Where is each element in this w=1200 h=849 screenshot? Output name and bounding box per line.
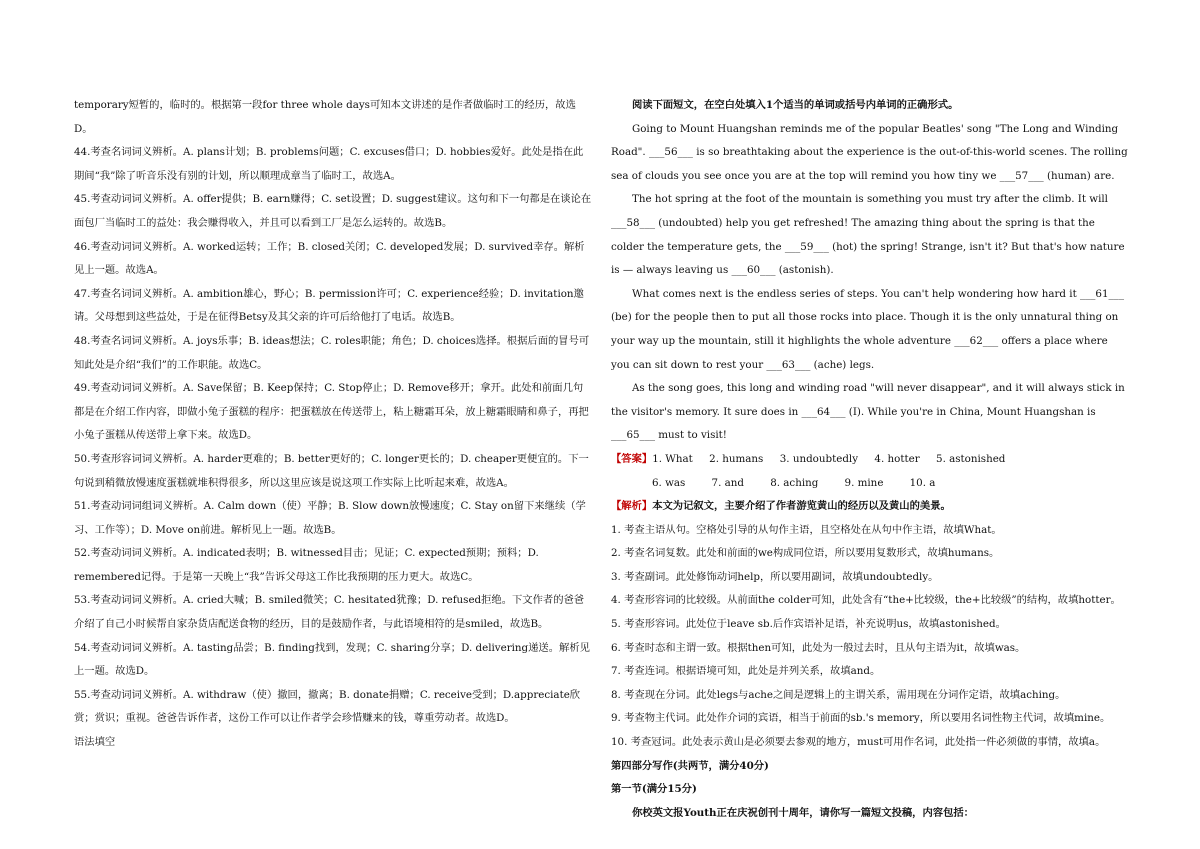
left-paragraph: 48.考查名词词义辨析。A. joys乐事；B. ideas想法；C. roles职能；角色；D. choices选择。根据后面的冒号可知此处是介绍“我们”的工作职能。故选C。 xyxy=(74,334,590,371)
analysis-item: 9. 考查物主代词。此处作介词的宾语，相当于前面的sb.'s memory，所以要用名词性物主代词，故填mine。 xyxy=(611,712,1111,725)
section-heading-grammar: 语法填空 xyxy=(74,736,116,749)
answer-label: 【答案】 xyxy=(611,452,653,465)
answer-item: 2. humans xyxy=(709,452,764,465)
left-paragraph: 47.考查名词词义辨析。A. ambition雄心，野心；B. permission许可；C. experience经验；D. invitation邀请。父母想到这些益处，于是在征得Betsy及其父亲的许可后给他打了电话。故选B。 xyxy=(74,287,584,324)
left-paragraph: 45.考查动词词义辨析。A. offer提供；B. earn赚得；C. set设置；D. suggest建议。这句和下一句都是在谈论在面包厂当临时工的益处：我会赚得收入，并且可以看到工厂是怎么运转的。故选B。 xyxy=(74,193,592,229)
writing-prompt: 你校英文报Youth正在庆祝创刊十周年，请你写一篇短文投稿，内容包括： xyxy=(632,806,974,819)
answer-item: 8. aching xyxy=(770,476,819,489)
analysis-label: 【解析】 xyxy=(611,500,653,513)
answer-item: 6. was xyxy=(652,476,686,489)
left-paragraph: 55.考查动词词义辨析。A. withdraw（使）撤回，撤离；B. donate捐赠；C. receive受到；D.appreciate欣赏；赏识；重视。爸爸告诉作者，这份工作可以让作者学会珍惜赚来的钱，尊重劳动者。故选D。 xyxy=(74,688,581,725)
answer-item: 5. astonished xyxy=(936,452,1006,465)
left-paragraph: 52.考查动词词义辨析。A. indicated表明；B. witnessed目击；见证；C. expected预期；预料；D. remembered记得。于是第一天晚上“我”告诉父母这工作比我预期的压力更大。故选C。 xyxy=(74,547,539,583)
left-paragraph: 46.考查动词词义辨析。A. worked运转；工作；B. closed关闭；C. developed发展；D. survived幸存。解析见上一题。故选A。 xyxy=(74,240,585,277)
answer-item: 4. hotter xyxy=(874,452,920,465)
left-paragraph: 50.考查形容词词义辨析。A. harder更难的；B. better更好的；C. longer更长的；D. cheaper更便宜的。下一句说到稍微放慢速度蛋糕就堆积得很多，所以这里应该是说这项工作实际上比听起来难，故选A。 xyxy=(74,452,589,489)
analysis-item: 8. 考查现在分词。此处legs与ache之间是逻辑上的主谓关系，需用现在分词作定语，故填aching。 xyxy=(611,688,1066,701)
analysis-item: 2. 考查名词复数。此处和前面的we构成同位语，所以要用复数形式，故填humans。 xyxy=(611,547,1000,560)
left-paragraph: 44.考查名词词义辨析。A. plans计划；B. problems问题；C. excuses借口；D. hobbies爱好。此处是指在此期间“我”除了听音乐没有别的计划，所以顺理成章当了临时工，故选A。 xyxy=(74,146,584,182)
analysis-item: 7. 考查连词。根据语境可知，此处是并列关系，故填and。 xyxy=(611,665,881,678)
analysis-item: 10. 考查冠词。此处表示黄山是必须要去参观的地方，must可用作名词，此处指一件必须做的事情，故填a。 xyxy=(611,736,1106,749)
answer-item: 1. What xyxy=(652,452,693,465)
analysis-item: 3. 考查副词。此处修饰动词help，所以要用副词，故填undoubtedly。 xyxy=(611,570,939,583)
section-title: 第四部分写作(共两节，满分40分) xyxy=(611,759,769,772)
left-column xyxy=(74,94,592,755)
left-paragraph: 53.考查动词词义辨析。A. cried大喊；B. smiled微笑；C. hesitated犹豫；D. refused拒绝。下文作者的爸爸介绍了自己小时候帮自家杂货店配送食物的经历，目的是鼓励作者，与此语境相符的是smiled，故选B。 xyxy=(74,594,585,631)
answer-item: 3. undoubtedly xyxy=(779,452,859,465)
left-paragraph: temporary短暂的，临时的。根据第一段for three whole days可知本文讲述的是作者做临时工的经历，故选D。 xyxy=(74,99,576,135)
left-paragraph: 49.考查动词词义辨析。A. Save保留；B. Keep保持；C. Stop停止；D. Remove移开；拿开。此处和前面几句都是在介绍工作内容，即做小兔子蛋糕的程序：把蛋糕放在传送带上，粘上糖霜耳朵，放上糖霜眼睛和鼻子，再把小兔子蛋糕从传送带上拿下来。故选D。 xyxy=(74,382,589,442)
answer-item: 10. a xyxy=(909,476,936,489)
left-paragraph: 54.考查动词词义辨析。A. tasting品尝；B. finding找到，发现；C. sharing分享；D. delivering递送。解析见上一题。故选D。 xyxy=(74,641,590,678)
analysis-item: 5. 考查形容词。此处位于leave sb.后作宾语补足语，补充说明us，故填astonished。 xyxy=(611,618,1006,631)
passage-paragraph: What comes next is the endless series of steps. You can't help wondering how hard it ___61___ (be) for the people then to put all those rocks into place. Though it is the only unnatural thing on your way up the mountain, still it highlights the whole adventure ___62___ offers a place where you can sit down to rest your ___63___ (ache) legs. xyxy=(611,287,1124,371)
passage-paragraph: As the song goes, this long and winding road "will never disappear", and it will always stick in the visitor's memory. It sure does in ___64___ (I). While you're in China, Mount Huangshan is ___65___ must to visit! xyxy=(611,382,1125,442)
analysis-item: 6. 考查时态和主谓一致。根据then可知，此处为一般过去时，且从句主语为it，故填was。 xyxy=(611,641,1026,654)
instruction: 阅读下面短文，在空白处填入1个适当的单词或括号内单词的正确形式。 xyxy=(632,99,959,111)
left-paragraph: 51.考查动词词组词义辨析。A. Calm down（使）平静；B. Slow down放慢速度；C. Stay on留下来继续（学习、工作等）；D. Move on前进。解析见上一题。故选B。 xyxy=(74,500,586,536)
passage-paragraph: Going to Mount Huangshan reminds me of the popular Beatles' song "The Long and Winding Road". ___56___ is so breathtaking about the experience is the out-of-this-world scenes. The rolling sea of clouds you see once you are at the top will remind you how tiny we ___57___ (human) are. xyxy=(611,122,1128,182)
answer-item: 7. and xyxy=(711,476,744,489)
analysis-item: 4. 考查形容词的比较级。从前面the colder可知，此处含有“the+比较级，the+比较级”的结构，故填hotter。 xyxy=(611,594,1121,607)
answer-row xyxy=(611,472,1129,496)
subsection-title: 第一节(满分15分) xyxy=(611,783,697,796)
analysis-intro: 【解析】本文为记叙文，主要介绍了作者游览黄山的经历以及黄山的美景。 xyxy=(611,500,951,513)
right-column xyxy=(611,94,1129,825)
passage-paragraph: The hot spring at the foot of the mountain is something you must try after the climb. It will ___58___ (undoubted) help you get refreshed! The amazing thing about the spring is that the colder the temperature gets, the ___59___ (hot) the spring! Strange, isn't it? But that's how nature is — always leaving us ___60___ (astonish). xyxy=(611,193,1125,277)
answer-row xyxy=(611,448,1129,472)
analysis-item: 1. 考查主语从句。空格处引导的从句作主语，且空格处在从句中作主语，故填What。 xyxy=(611,523,1002,536)
answer-item: 9. mine xyxy=(844,476,884,489)
